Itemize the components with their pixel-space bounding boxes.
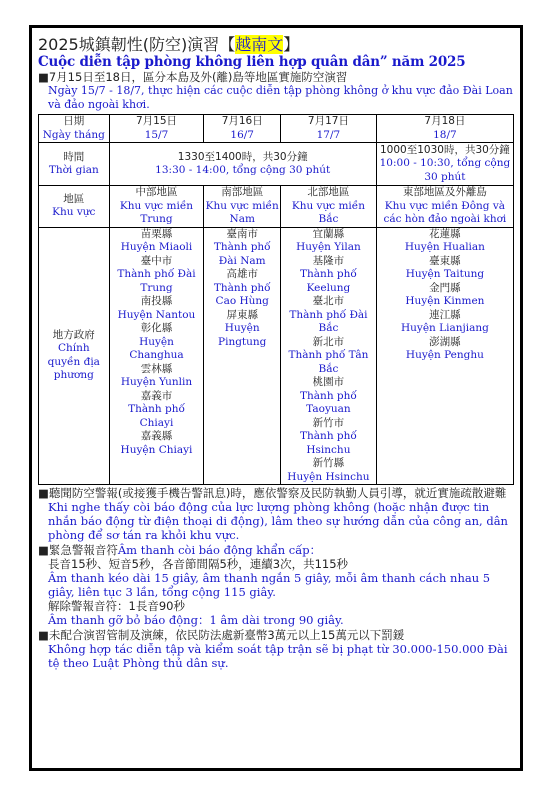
gov-item-vn: Huyện Nantou [117, 308, 196, 321]
section2-zh-head: ■緊急警報音符 [38, 543, 118, 557]
gov-item-zh: 澎湖縣 [429, 335, 461, 348]
date-zh: 7月18日 [424, 115, 466, 127]
region-vn: Khu vực miền Đông và các hòn đảo ngoài khơi [383, 199, 507, 225]
gov-item-vn: Thành phố Cao Hùng [213, 281, 271, 307]
gov-item-zh: 新竹縣 [312, 457, 345, 469]
title-prefix: 2025城鎮韌性(防空)演習【 [38, 35, 236, 54]
gov-item-vn: Huyện Miaoli [120, 241, 193, 253]
intro-vn: Ngày 15/7 - 18/7, thực hiện các cuộc diễn tập phòng không ở khu vực đảo Đài Loan và đảo ngoài khơi. [48, 84, 513, 111]
date-cell [204, 115, 281, 143]
region-cell [109, 186, 204, 228]
gov-item-vn: Thành phố Đài Bắc [289, 308, 368, 334]
date-zh: 7月16日 [221, 115, 263, 127]
document-content [38, 35, 514, 764]
section-penalty [38, 628, 514, 670]
gov-item-vn: Huyện Hualian [404, 241, 485, 253]
gov-label-cell [39, 227, 110, 485]
date-label-cell [39, 115, 110, 143]
gov-item-zh: 桃園市 [312, 376, 345, 388]
gov-item-vn: Huyện Pingtung [218, 322, 267, 348]
gov-item-zh: 臺東縣 [429, 254, 461, 267]
region-cell [204, 186, 281, 228]
gov-item-zh: 嘉義縣 [140, 430, 173, 442]
time-label-vn: Thời gian [48, 164, 99, 176]
section2-head [38, 543, 514, 557]
region-label-vn: Khu vực [52, 206, 96, 219]
region-zh: 北部地區 [307, 186, 350, 198]
section2-zh-release: 解除警報音符：1長音90秒 [48, 599, 185, 613]
section3-zh: ■未配合演習管制及演練，依民防法處新臺幣3萬元以上15萬元以下罰鍰 [38, 628, 405, 642]
section3-vn: Không hợp tác diễn tập và kiểm soát tập trận sẽ bị phạt từ 30.000-150.000 Đài tệ theo Luật Phòng thủ dân sự. [48, 642, 508, 670]
gov-item-zh: 屏東縣 [226, 308, 258, 321]
section2-vn-release: Âm thanh gỡ bỏ báo động：1 âm dài trong 90 giây. [48, 613, 344, 627]
gov-item-vn: Thành phố Chiayi [128, 403, 185, 429]
table-row-date [39, 115, 514, 143]
gov-item-vn: Thành phố Keelung [300, 268, 357, 294]
gov-item-zh: 臺南市 [226, 227, 258, 240]
gov-item-zh: 苗栗縣 [140, 227, 173, 240]
document-frame [29, 25, 523, 771]
region-vn: Khu vực miền Trung [119, 199, 194, 225]
gov-list-central [109, 227, 204, 485]
gov-item-zh: 臺北市 [312, 295, 345, 307]
schedule-table [38, 114, 514, 485]
title-highlight: 越南文 [235, 35, 284, 54]
date-vn: 17/7 [316, 128, 341, 141]
gov-item-zh: 彰化縣 [140, 322, 173, 334]
date-label-vn: Ngày tháng [42, 128, 105, 141]
vietnamese-title: Cuộc diễn tập phòng không liên hợp quân dân” năm 2025 [38, 54, 466, 70]
region-zh: 南部地區 [221, 186, 264, 198]
time-label-zh: 時間 [63, 150, 85, 163]
table-row-region [39, 186, 514, 228]
gov-item-vn: Huyện Taitung [405, 268, 485, 280]
gov-item-vn: Huyện Yilan [296, 241, 361, 253]
gov-item-zh: 金門縣 [429, 281, 461, 294]
section-alarm [38, 543, 514, 627]
gov-list-east [376, 227, 513, 485]
time-main-zh: 1330至1400時，共30分鐘 [177, 150, 308, 163]
region-zh: 東部地區及外離島 [402, 186, 487, 198]
date-zh: 7月15日 [135, 115, 178, 127]
date-cell [376, 115, 513, 143]
gov-item-zh: 新竹市 [312, 416, 345, 429]
gov-item-vn: Huyện Changhua [129, 335, 184, 361]
gov-item-zh: 宜蘭縣 [312, 227, 345, 240]
time-last-zh: 1000至1030時，共30分鐘 [380, 143, 510, 156]
gov-item-zh: 連江縣 [429, 308, 461, 321]
date-zh: 7月17日 [307, 115, 349, 127]
date-vn: 18/7 [433, 128, 457, 141]
date-vn: 15/7 [144, 128, 169, 141]
gov-item-vn: Huyện Chiayi [120, 443, 193, 456]
time-last-cell [376, 143, 513, 186]
time-label-cell [39, 143, 110, 186]
region-cell [281, 186, 377, 228]
table-row-government [39, 227, 514, 485]
time-last-vn: 10:00 - 10:30, tổng cộng 30 phút [379, 157, 511, 183]
gov-item-vn: Huyện Lianjiang [400, 322, 489, 334]
gov-item-zh: 臺中市 [140, 254, 173, 267]
gov-item-vn: Thành phố Tân Bắc [288, 349, 369, 375]
gov-item-zh: 基隆市 [312, 254, 345, 267]
date-cell [281, 115, 377, 143]
gov-label-zh: 地方政府 [52, 328, 95, 341]
date-cell [109, 115, 204, 143]
section2-zh-detail: 長音15秒、短音5秒，各音節間隔5秒，連續3次，共115秒 [48, 557, 349, 571]
gov-label-vn: Chính quyền địa phương [47, 342, 100, 382]
region-vn: Khu vực miền Nam [205, 199, 279, 225]
gov-list-south [204, 227, 281, 485]
intro-zh: ■7月15日至18日，區分本島及外(離)島等地區實施防空演習 [38, 70, 348, 84]
gov-item-vn: Thành phố Đài Nam [213, 241, 271, 267]
gov-item-zh: 新北市 [312, 335, 345, 348]
gov-item-vn: Huyện Kinmen [405, 295, 485, 307]
page-title [38, 35, 514, 54]
region-zh: 中部地區 [135, 186, 178, 198]
gov-list-north [281, 227, 377, 485]
region-label-cell [39, 186, 110, 228]
gov-item-zh: 嘉義市 [140, 389, 173, 402]
time-main-vn: 13:30 - 14:00, tổng cộng 30 phút [155, 164, 331, 176]
section2-vn-head: Âm thanh còi báo động khẩn cấp： [117, 543, 322, 557]
gov-item-zh: 高雄市 [226, 268, 258, 280]
gov-item-zh: 雲林縣 [140, 362, 173, 375]
region-vn: Khu vực miền Bắc [291, 199, 366, 225]
gov-item-vn: Thành phố Taoyuan [300, 389, 357, 415]
gov-item-vn: Thành phố Đài Trung [117, 268, 196, 294]
time-main-cell [109, 143, 376, 186]
gov-item-vn: Huyện Hsinchu [287, 470, 370, 483]
section1-zh: ■聽聞防空警報(或接獲手機告警訊息)時，應依警察及民防執勤人員引導，就近實施疏散避難 [38, 486, 507, 500]
title-suffix: 】 [283, 35, 300, 54]
gov-item-vn: Thành phố Hsinchu [300, 430, 357, 456]
gov-item-zh: 花蓮縣 [429, 227, 461, 240]
gov-item-vn: Huyện Yunlin [120, 376, 193, 388]
section1-vn: Khi nghe thấy còi báo động của lực lượng phòng không (hoặc nhận được tin nhắn báo động từ điện thoại di động), lâm theo sự hướng dẫn của công an, dân phòng để sơ tán ra khỏi khu vực. [48, 500, 508, 542]
date-vn: 16/7 [230, 128, 254, 141]
table-row-time [39, 143, 514, 186]
region-label-zh: 地區 [63, 192, 85, 205]
gov-item-vn: Huyện Penghu [405, 349, 484, 361]
gov-item-zh: 南投縣 [140, 295, 173, 307]
section-evacuation [38, 486, 514, 542]
date-label-zh: 日期 [63, 115, 85, 127]
region-cell [376, 186, 513, 228]
section2-vn-detail: Âm thanh kéo dài 15 giây, âm thanh ngắn 5 giây, mỗi âm thanh cách nhau 5 giây, liên tục 3 lần, tổng cộng 115 giây. [48, 571, 491, 599]
